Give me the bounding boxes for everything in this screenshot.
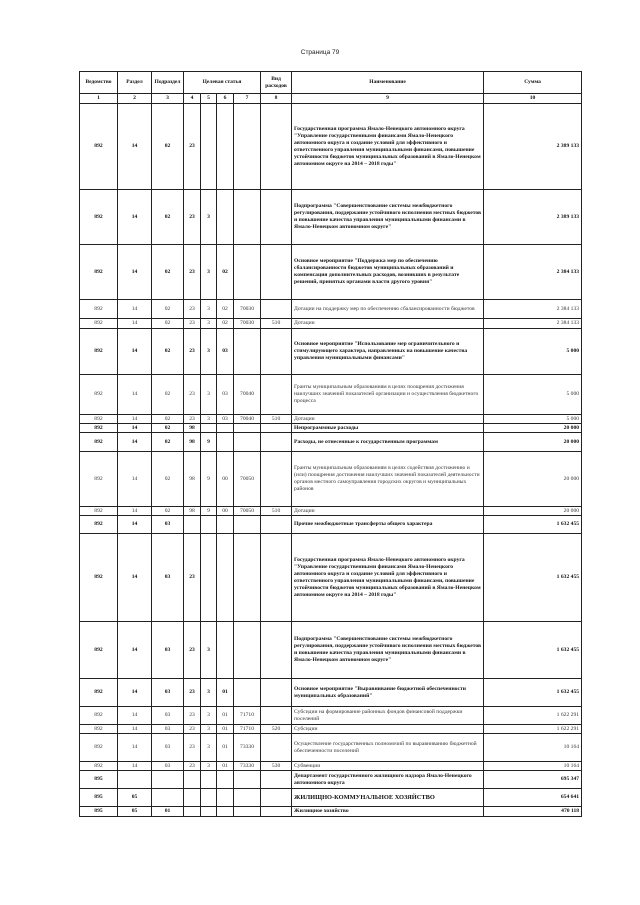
cell-target-subprogram: 3	[201, 319, 217, 329]
cell-target-activity	[217, 771, 234, 789]
cell-exp-type	[261, 452, 292, 507]
cell-exp-type	[261, 433, 292, 452]
cell-target-program: 23	[184, 622, 201, 679]
cell-target-program: 23	[184, 300, 201, 319]
cell-dept: 892	[80, 762, 118, 771]
cell-name: Подпрограмма "Совершенствование системы межбюджетного регулирования, поддержание устойчивого исполнения местных бюджетов и повышение качества управления муниципальными финансами в Ямало-Ненецком автономном округе"	[292, 622, 484, 679]
cell-name: Основное мероприятие "Выравнивание бюджетной обеспеченности муниципальных образований"	[292, 679, 484, 707]
cell-sum: 5 000	[484, 415, 582, 424]
cell-dept: 895	[80, 789, 118, 807]
cell-exp-type	[261, 622, 292, 679]
table-row	[80, 415, 582, 424]
cell-dept: 892	[80, 415, 118, 424]
cell-target-direction: 70050	[234, 507, 261, 516]
cell-target-activity: 02	[217, 300, 234, 319]
cell-exp-type: 510	[261, 319, 292, 329]
cell-exp-type	[261, 104, 292, 190]
cell-target-subprogram: 3	[201, 300, 217, 319]
table-body	[80, 104, 582, 817]
cell-exp-type	[261, 516, 292, 534]
cell-exp-type	[261, 789, 292, 807]
cell-target-program	[184, 771, 201, 789]
cell-target-program: 98	[184, 424, 201, 433]
cell-sum: 20 000	[484, 507, 582, 516]
cell-name: Основное мероприятие "Использование мер ограничительного и стимулирующего характера, направленных на повышение качества управления муниципальными финансами"	[292, 329, 484, 375]
cell-target-activity: 02	[217, 245, 234, 300]
cell-subsection: 03	[152, 734, 184, 762]
table-row	[80, 300, 582, 319]
cell-target-direction: 73330	[234, 734, 261, 762]
cell-subsection: 02	[152, 104, 184, 190]
cell-dept: 892	[80, 424, 118, 433]
cell-section: 14	[118, 507, 152, 516]
cell-section: 14	[118, 424, 152, 433]
column-number: 6	[217, 94, 234, 104]
cell-sum: 2 384 133	[484, 245, 582, 300]
cell-target-activity	[217, 807, 234, 817]
cell-target-subprogram: 3	[201, 415, 217, 424]
table-row	[80, 329, 582, 375]
cell-name: Субсидии на формирование районных фондов финансовой поддержки поселений	[292, 707, 484, 725]
column-number: 5	[201, 94, 217, 104]
cell-dept: 892	[80, 104, 118, 190]
cell-name: Осуществление государственных полномочий по выравниванию бюджетной обеспеченности поселений	[292, 734, 484, 762]
header-dept: Ведомство	[80, 72, 118, 94]
cell-target-subprogram	[201, 771, 217, 789]
cell-section: 05	[118, 807, 152, 817]
cell-target-program: 23	[184, 725, 201, 734]
cell-target-activity	[217, 424, 234, 433]
cell-target-program: 98	[184, 507, 201, 516]
column-number: 10	[484, 94, 582, 104]
cell-dept: 892	[80, 245, 118, 300]
cell-target-activity	[217, 190, 234, 245]
cell-exp-type: 520	[261, 725, 292, 734]
cell-section: 14	[118, 725, 152, 734]
cell-target-program	[184, 807, 201, 817]
cell-target-activity	[217, 433, 234, 452]
cell-exp-type	[261, 707, 292, 725]
cell-section: 14	[118, 415, 152, 424]
table-row	[80, 375, 582, 415]
column-number: 7	[234, 94, 261, 104]
cell-subsection: 02	[152, 245, 184, 300]
cell-target-subprogram	[201, 807, 217, 817]
cell-sum: 5 000	[484, 329, 582, 375]
cell-target-activity	[217, 104, 234, 190]
cell-target-subprogram: 3	[201, 245, 217, 300]
table-row	[80, 622, 582, 679]
budget-table	[79, 71, 582, 817]
cell-section: 14	[118, 534, 152, 622]
cell-subsection: 02	[152, 375, 184, 415]
cell-exp-type	[261, 300, 292, 319]
table-row	[80, 433, 582, 452]
cell-exp-type: 510	[261, 415, 292, 424]
cell-exp-type	[261, 424, 292, 433]
cell-section: 14	[118, 622, 152, 679]
cell-target-activity: 01	[217, 707, 234, 725]
cell-subsection: 02	[152, 433, 184, 452]
cell-section: 14	[118, 245, 152, 300]
cell-sum: 470 118	[484, 807, 582, 817]
cell-sum: 1 632 455	[484, 622, 582, 679]
cell-name: Жилищное хозяйство	[292, 807, 484, 817]
cell-name: Государственная программа Ямало-Ненецкого автономного округа "Управление государственными финансами Ямало-Ненецкого автономного округа и создание условий для эффективного и ответственного управления муниципальными финансами, повышение устойчивости бюджетов муниципальных образований в Ямало-Ненецком автономном округе на 2014 – 2018 годы"	[292, 534, 484, 622]
cell-sum: 654 641	[484, 789, 582, 807]
cell-section: 14	[118, 762, 152, 771]
cell-name: Субвенции	[292, 762, 484, 771]
cell-subsection	[152, 789, 184, 807]
cell-sum: 20 000	[484, 433, 582, 452]
cell-target-direction: 70050	[234, 452, 261, 507]
cell-target-activity: 02	[217, 319, 234, 329]
cell-subsection: 03	[152, 725, 184, 734]
cell-target-program: 23	[184, 245, 201, 300]
cell-target-direction	[234, 516, 261, 534]
cell-sum: 695 347	[484, 771, 582, 789]
cell-sum: 2 384 133	[484, 319, 582, 329]
cell-name: Непрограммные расходы	[292, 424, 484, 433]
cell-subsection: 02	[152, 507, 184, 516]
cell-exp-type: 530	[261, 762, 292, 771]
table-row	[80, 424, 582, 433]
table-row	[80, 707, 582, 725]
cell-target-direction	[234, 190, 261, 245]
cell-target-activity	[217, 622, 234, 679]
table-row	[80, 771, 582, 789]
cell-section: 14	[118, 433, 152, 452]
cell-dept: 892	[80, 329, 118, 375]
header-row	[80, 72, 582, 94]
cell-target-program: 23	[184, 679, 201, 707]
page-label: Страница 79	[300, 49, 340, 56]
cell-subsection: 02	[152, 190, 184, 245]
cell-target-subprogram	[201, 534, 217, 622]
cell-target-subprogram: 3	[201, 734, 217, 762]
cell-name: ЖИЛИЩНО-КОММУНАЛЬНОЕ ХОЗЯЙСТВО	[292, 789, 484, 807]
cell-subsection: 02	[152, 415, 184, 424]
cell-target-direction	[234, 329, 261, 375]
cell-target-program: 23	[184, 415, 201, 424]
cell-sum: 20 000	[484, 452, 582, 507]
table-row	[80, 190, 582, 245]
cell-target-subprogram: 3	[201, 762, 217, 771]
cell-section: 14	[118, 319, 152, 329]
cell-name: Субсидии	[292, 725, 484, 734]
cell-target-subprogram: 3	[201, 329, 217, 375]
cell-target-program: 23	[184, 329, 201, 375]
cell-target-subprogram: 3	[201, 375, 217, 415]
header-exp-type: Вид расходов	[261, 72, 292, 94]
cell-target-program: 23	[184, 375, 201, 415]
cell-target-direction	[234, 433, 261, 452]
cell-target-subprogram: 9	[201, 507, 217, 516]
cell-target-activity: 01	[217, 679, 234, 707]
cell-dept: 892	[80, 734, 118, 762]
cell-subsection: 03	[152, 516, 184, 534]
cell-dept: 892	[80, 433, 118, 452]
table-row	[80, 534, 582, 622]
cell-target-subprogram: 3	[201, 725, 217, 734]
cell-exp-type: 510	[261, 507, 292, 516]
cell-target-direction: 70030	[234, 300, 261, 319]
cell-target-program: 98	[184, 433, 201, 452]
cell-target-subprogram: 9	[201, 452, 217, 507]
cell-target-direction	[234, 622, 261, 679]
cell-dept: 892	[80, 622, 118, 679]
cell-section	[118, 771, 152, 789]
cell-section: 14	[118, 329, 152, 375]
cell-target-direction: 70030	[234, 319, 261, 329]
cell-target-activity: 01	[217, 725, 234, 734]
cell-name: Дотации	[292, 319, 484, 329]
cell-subsection: 03	[152, 534, 184, 622]
cell-section: 14	[118, 679, 152, 707]
cell-subsection: 02	[152, 319, 184, 329]
cell-target-direction: 73330	[234, 762, 261, 771]
cell-target-program	[184, 516, 201, 534]
cell-target-direction	[234, 104, 261, 190]
cell-target-activity: 03	[217, 329, 234, 375]
header-subsection: Подраздел	[152, 72, 184, 94]
cell-sum: 2 384 133	[484, 300, 582, 319]
cell-target-subprogram: 3	[201, 707, 217, 725]
cell-subsection: 03	[152, 762, 184, 771]
cell-target-direction: 71710	[234, 725, 261, 734]
column-number: 3	[152, 94, 184, 104]
table-row	[80, 725, 582, 734]
cell-target-direction	[234, 424, 261, 433]
header-target: Целевая статья	[184, 72, 261, 94]
cell-subsection: 03	[152, 707, 184, 725]
cell-sum: 1 632 455	[484, 516, 582, 534]
cell-section: 14	[118, 300, 152, 319]
cell-name: Прочие межбюджетные трансферты общего характера	[292, 516, 484, 534]
cell-exp-type	[261, 771, 292, 789]
cell-target-direction	[234, 679, 261, 707]
cell-sum: 20 000	[484, 424, 582, 433]
cell-target-program	[184, 789, 201, 807]
cell-target-program: 98	[184, 452, 201, 507]
column-number: 2	[118, 94, 152, 104]
cell-target-subprogram: 3	[201, 622, 217, 679]
cell-sum: 1 632 455	[484, 534, 582, 622]
cell-sum: 1 622 291	[484, 707, 582, 725]
cell-target-subprogram	[201, 789, 217, 807]
cell-section: 14	[118, 516, 152, 534]
header-section: Раздел	[118, 72, 152, 94]
cell-exp-type	[261, 807, 292, 817]
cell-section: 14	[118, 452, 152, 507]
cell-name: Гранты муниципальным образованиям в целях содействия достижению и (или) поощрения достижения наилучших значений показателей деятельности органов местного самоуправления городских округов и муниципальных районов	[292, 452, 484, 507]
cell-dept: 892	[80, 507, 118, 516]
cell-name: Департамент государственного жилищного надзора Ямало-Ненецкого автономного округа	[292, 771, 484, 789]
cell-target-subprogram	[201, 516, 217, 534]
header-sum: Сумма	[484, 72, 582, 94]
cell-sum: 1 632 455	[484, 679, 582, 707]
table-row	[80, 679, 582, 707]
column-number: 9	[292, 94, 484, 104]
cell-dept: 892	[80, 190, 118, 245]
table-row	[80, 452, 582, 507]
table-row	[80, 245, 582, 300]
cell-target-program: 23	[184, 734, 201, 762]
cell-name: Основное мероприятие "Поддержка мер по обеспечению сбалансированности бюджетов муниципальных образований и компенсация дополнительных расходов, возникших в результате решений, принятых органами власти другого уровня"	[292, 245, 484, 300]
cell-target-activity: 00	[217, 452, 234, 507]
cell-target-activity: 01	[217, 762, 234, 771]
cell-subsection: 03	[152, 679, 184, 707]
column-number: 8	[261, 94, 292, 104]
cell-target-activity	[217, 534, 234, 622]
cell-dept: 895	[80, 771, 118, 789]
cell-target-program: 23	[184, 104, 201, 190]
cell-section: 14	[118, 190, 152, 245]
cell-sum: 10 164	[484, 762, 582, 771]
cell-subsection: 02	[152, 300, 184, 319]
header-name: Наименование	[292, 72, 484, 94]
cell-target-subprogram: 3	[201, 190, 217, 245]
cell-target-direction	[234, 534, 261, 622]
cell-sum: 1 622 291	[484, 725, 582, 734]
cell-dept: 892	[80, 679, 118, 707]
cell-target-activity: 03	[217, 375, 234, 415]
table-row	[80, 516, 582, 534]
cell-exp-type	[261, 679, 292, 707]
cell-target-subprogram	[201, 104, 217, 190]
table-row	[80, 319, 582, 329]
cell-exp-type	[261, 375, 292, 415]
cell-target-direction: 70040	[234, 375, 261, 415]
cell-target-activity: 03	[217, 415, 234, 424]
cell-dept: 892	[80, 707, 118, 725]
cell-section: 14	[118, 375, 152, 415]
cell-dept: 892	[80, 375, 118, 415]
cell-target-activity: 00	[217, 507, 234, 516]
cell-target-program: 23	[184, 762, 201, 771]
cell-subsection: 02	[152, 329, 184, 375]
cell-sum: 2 389 133	[484, 104, 582, 190]
cell-section: 05	[118, 789, 152, 807]
cell-exp-type	[261, 245, 292, 300]
cell-target-subprogram: 3	[201, 679, 217, 707]
cell-exp-type	[261, 534, 292, 622]
cell-subsection	[152, 771, 184, 789]
cell-section: 14	[118, 104, 152, 190]
cell-name: Расходы, не отнесенные к государственным программам	[292, 433, 484, 452]
cell-dept: 892	[80, 319, 118, 329]
table-row	[80, 104, 582, 190]
cell-name: Подпрограмма "Совершенствование системы межбюджетного регулирования, поддержание устойчивого исполнения местных бюджетов и повышение качества управления муниципальными финансами в Ямало-Ненецком автономном округе"	[292, 190, 484, 245]
cell-section: 14	[118, 734, 152, 762]
table-row	[80, 734, 582, 762]
cell-subsection: 01	[152, 807, 184, 817]
table-row	[80, 507, 582, 516]
cell-dept: 892	[80, 300, 118, 319]
cell-sum: 2 389 133	[484, 190, 582, 245]
cell-dept: 892	[80, 516, 118, 534]
column-number: 4	[184, 94, 201, 104]
cell-dept: 895	[80, 807, 118, 817]
cell-target-direction	[234, 245, 261, 300]
cell-exp-type	[261, 734, 292, 762]
cell-name: Дотации	[292, 415, 484, 424]
cell-section: 14	[118, 707, 152, 725]
cell-target-direction	[234, 789, 261, 807]
cell-subsection: 02	[152, 452, 184, 507]
table-row	[80, 789, 582, 807]
table-row	[80, 807, 582, 817]
column-number-row	[80, 94, 582, 104]
cell-dept: 892	[80, 452, 118, 507]
cell-name: Гранты муниципальным образованиям в целях поощрения достижения наилучших значений показателей организации и осуществления бюджетного процесса	[292, 375, 484, 415]
cell-target-program: 23	[184, 190, 201, 245]
cell-target-direction	[234, 807, 261, 817]
cell-target-activity: 01	[217, 734, 234, 762]
cell-target-program: 23	[184, 534, 201, 622]
cell-name: Дотации на поддержку мер по обеспечению сбалансированности бюджетов	[292, 300, 484, 319]
cell-target-subprogram: 9	[201, 433, 217, 452]
cell-target-subprogram	[201, 424, 217, 433]
cell-dept: 892	[80, 725, 118, 734]
cell-sum: 10 164	[484, 734, 582, 762]
table-row	[80, 762, 582, 771]
cell-target-activity	[217, 516, 234, 534]
cell-target-direction: 70040	[234, 415, 261, 424]
cell-target-program: 23	[184, 319, 201, 329]
column-number: 1	[80, 94, 118, 104]
cell-name: Государственная программа Ямало-Ненецкого автономного округа "Управление государственными финансами Ямало-Ненецкого автономного округа и создание условий для эффективного и ответственного управления муниципальными финансами, повышение устойчивости бюджетов муниципальных образований в Ямало-Ненецком автономном округе на 2014 – 2018 годы"	[292, 104, 484, 190]
cell-target-program: 23	[184, 707, 201, 725]
cell-dept: 892	[80, 534, 118, 622]
cell-subsection: 02	[152, 424, 184, 433]
cell-target-direction	[234, 771, 261, 789]
cell-exp-type	[261, 190, 292, 245]
cell-name: Дотации	[292, 507, 484, 516]
cell-sum: 5 000	[484, 375, 582, 415]
cell-target-direction: 71710	[234, 707, 261, 725]
cell-subsection: 03	[152, 622, 184, 679]
cell-target-activity	[217, 789, 234, 807]
cell-exp-type	[261, 329, 292, 375]
